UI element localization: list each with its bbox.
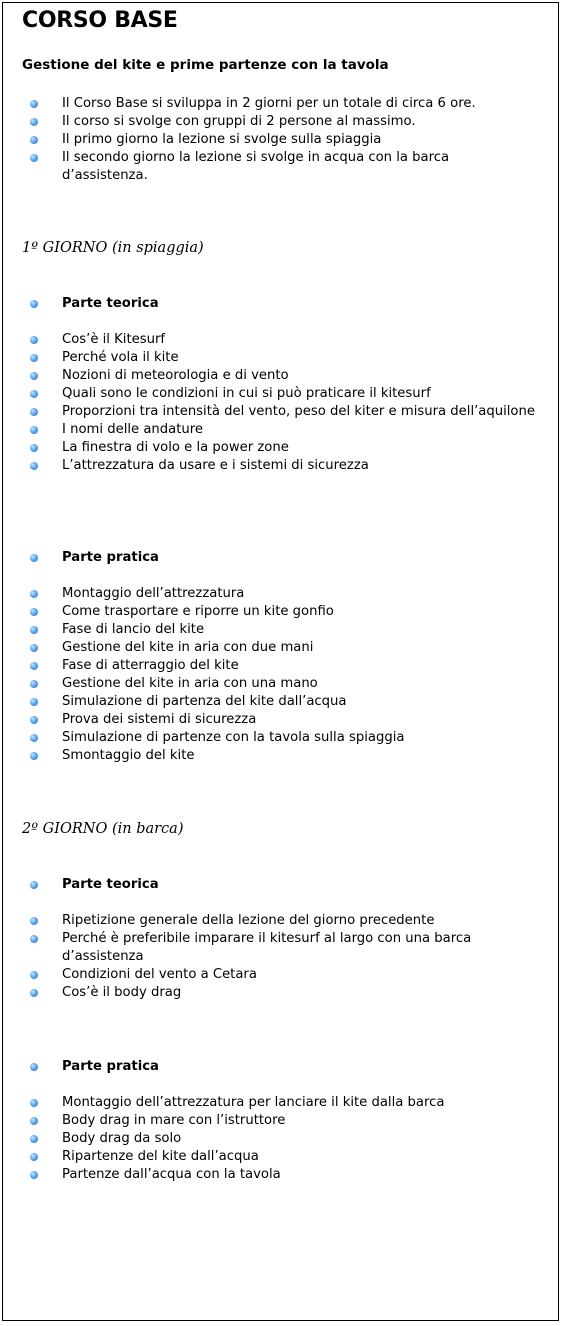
list-item: Prova dei sistemi di sicurezza — [26, 711, 536, 729]
bullet-icon — [30, 154, 38, 162]
bullet-icon — [30, 644, 38, 652]
list-item: Proporzioni tra intensità del vento, peso del kiter e misura dell’aquilone — [26, 403, 536, 421]
bullet-icon — [30, 917, 38, 925]
bullet-icon — [30, 1099, 38, 1107]
bullet-icon — [30, 626, 38, 634]
list-item: Il corso si svolge con gruppi di 2 persone al massimo. — [26, 113, 536, 131]
day1-pratica-list — [26, 585, 536, 765]
bullet-icon — [30, 971, 38, 979]
list-item: Perché è preferibile imparare il kitesurf al largo con una barca d’assistenza — [26, 930, 536, 966]
list-item: Body drag in mare con l’istruttore — [26, 1112, 536, 1130]
day1-teoria-list — [26, 331, 536, 475]
section-label-pratica: Parte pratica — [26, 1058, 536, 1076]
list-item: Ripartenze del kite dall’acqua — [26, 1148, 536, 1166]
bullet-icon — [30, 1117, 38, 1125]
bullet-icon — [30, 662, 38, 670]
day2-teoria-list — [26, 912, 536, 1002]
list-item: Cos’è il Kitesurf — [26, 331, 536, 349]
list-item: Simulazione di partenza del kite dall’acqua — [26, 693, 536, 711]
list-item: Il primo giorno la lezione si svolge sulla spiaggia — [26, 131, 536, 149]
bullet-icon — [30, 100, 38, 108]
bullet-icon — [30, 752, 38, 760]
list-item: Ripetizione generale della lezione del giorno precedente — [26, 912, 536, 930]
list-item: Il secondo giorno la lezione si svolge in acqua con la barca d’assistenza. — [26, 149, 536, 185]
bullet-icon — [30, 734, 38, 742]
list-item: I nomi delle andature — [26, 421, 536, 439]
intro-list — [26, 95, 536, 185]
list-item: Fase di atterraggio del kite — [26, 657, 536, 675]
list-item: Montaggio dell’attrezzatura — [26, 585, 536, 603]
list-item: Perché vola il kite — [26, 349, 536, 367]
bullet-icon — [30, 426, 38, 434]
day1-heading: 1º GIORNO (in spiaggia) — [22, 240, 204, 256]
day2-teoria-label-list — [26, 876, 536, 894]
bullet-icon — [30, 408, 38, 416]
list-item: Simulazione di partenze con la tavola sulla spiaggia — [26, 729, 536, 747]
bullet-icon — [30, 462, 38, 470]
bullet-icon — [30, 698, 38, 706]
bullet-icon — [30, 1153, 38, 1161]
bullet-icon — [30, 300, 38, 308]
list-item: Smontaggio del kite — [26, 747, 536, 765]
list-item: Gestione del kite in aria con una mano — [26, 675, 536, 693]
list-item: La finestra di volo e la power zone — [26, 439, 536, 457]
page-subtitle: Gestione del kite e prime partenze con la tavola — [22, 57, 389, 73]
day1-teoria-label-list — [26, 295, 536, 313]
list-item: Il Corso Base si sviluppa in 2 giorni per un totale di circa 6 ore. — [26, 95, 536, 113]
bullet-icon — [30, 608, 38, 616]
list-item: L’attrezzatura da usare e i sistemi di sicurezza — [26, 457, 536, 475]
bullet-icon — [30, 354, 38, 362]
bullet-icon — [30, 1135, 38, 1143]
section-label-teoria: Parte teorica — [26, 876, 536, 894]
bullet-icon — [30, 336, 38, 344]
page-title: CORSO BASE — [22, 8, 178, 33]
day1-pratica-label-list — [26, 549, 536, 567]
list-item: Nozioni di meteorologia e di vento — [26, 367, 536, 385]
bullet-icon — [30, 372, 38, 380]
bullet-icon — [30, 935, 38, 943]
bullet-icon — [30, 390, 38, 398]
bullet-icon — [30, 989, 38, 997]
bullet-icon — [30, 1063, 38, 1071]
bullet-icon — [30, 881, 38, 889]
section-label-teoria: Parte teorica — [26, 295, 536, 313]
bullet-icon — [30, 590, 38, 598]
day2-heading: 2º GIORNO (in barca) — [22, 821, 184, 837]
list-item: Quali sono le condizioni in cui si può praticare il kitesurf — [26, 385, 536, 403]
day2-pratica-label-list — [26, 1058, 536, 1076]
list-item: Condizioni del vento a Cetara — [26, 966, 536, 984]
bullet-icon — [30, 554, 38, 562]
list-item: Come trasportare e riporre un kite gonfio — [26, 603, 536, 621]
day2-pratica-list — [26, 1094, 536, 1184]
bullet-icon — [30, 118, 38, 126]
bullet-icon — [30, 1171, 38, 1179]
bullet-icon — [30, 136, 38, 144]
list-item: Fase di lancio del kite — [26, 621, 536, 639]
bullet-icon — [30, 716, 38, 724]
list-item: Montaggio dell’attrezzatura per lanciare il kite dalla barca — [26, 1094, 536, 1112]
bullet-icon — [30, 680, 38, 688]
list-item: Body drag da solo — [26, 1130, 536, 1148]
section-label-pratica: Parte pratica — [26, 549, 536, 567]
list-item: Gestione del kite in aria con due mani — [26, 639, 536, 657]
list-item: Partenze dall’acqua con la tavola — [26, 1166, 536, 1184]
list-item: Cos’è il body drag — [26, 984, 536, 1002]
bullet-icon — [30, 444, 38, 452]
